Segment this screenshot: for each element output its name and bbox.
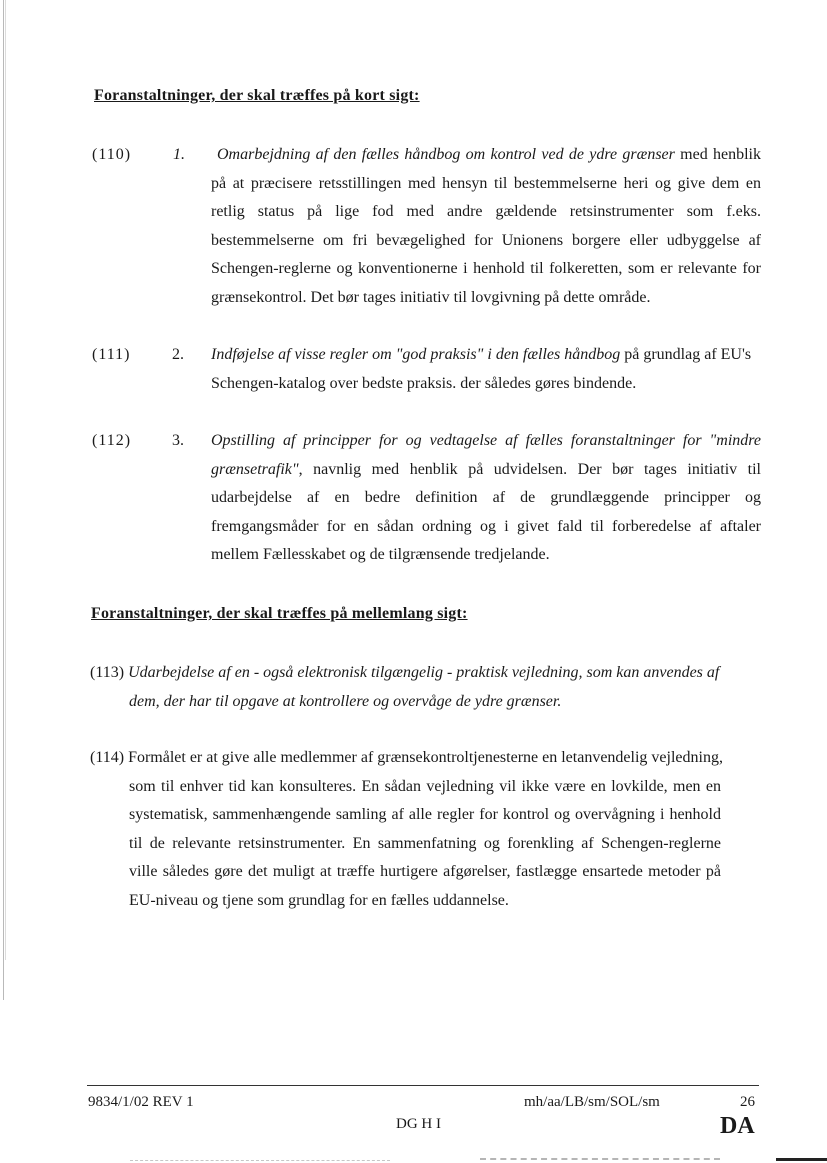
item-index: 2. bbox=[172, 346, 184, 363]
item-index: 3. bbox=[172, 432, 184, 449]
paragraph-line: Udarbejdelse af en - også elektronisk tilgængelig - praktisk vejledning, som kan anvendes af bbox=[128, 664, 720, 681]
paragraph-line: Formålet er at give alle medlemmer af grænsekontroltjenesterne en letanvendelig vejledning, bbox=[128, 749, 723, 766]
paragraph-number: (110) bbox=[92, 146, 132, 163]
medium-term-heading: Foranstaltninger, der skal træffes på mellemlang sigt: bbox=[91, 605, 468, 622]
item-body: på grundlag af EU's Schengen-katalog over bedste praksis. der således gøres bindende. bbox=[211, 346, 752, 392]
scan-edge-line bbox=[5, 0, 6, 960]
item-text-112 bbox=[211, 427, 761, 570]
footer-rule bbox=[87, 1085, 759, 1086]
item-body: med henblik på at præcisere retsstillingen med hensyn til bestemmelserne heri og give dem en retlig status på lige fod med andre gældende retsinstrumenter som f.eks. bestemmelserne om fri bevægelighed for Unionens borgere eller udbyggelse af Schengen-reglerne og konventionerne i henhold til folkeretten, som er relevante for grænsekontrol. Det bør tages initiativ til lovgivning på dette område. bbox=[211, 146, 761, 306]
scan-artifact bbox=[776, 1158, 827, 1161]
item-title: Opstilling af principper for og vedtagelse af fælles foranstaltninger for "mindre grænsetrafik" bbox=[211, 432, 761, 478]
scan-artifact bbox=[130, 1160, 390, 1161]
page-number: 26 bbox=[740, 1094, 755, 1110]
paragraph-113 bbox=[90, 659, 770, 716]
paragraph-number: (111) bbox=[92, 346, 131, 363]
paragraph-number: (112) bbox=[92, 432, 132, 449]
author-initials: mh/aa/LB/sm/SOL/sm bbox=[524, 1094, 660, 1110]
item-body: , navnlig med henblik på udvidelsen. Der bør tages initiativ til udarbejdelse af en bedre definition af de grundlæggende principper og fremgangsmåder for en sådan ordning og i givet fald til forberedelse af aftaler mellem Fællesskabet og de tilgrænsende tredjelande. bbox=[211, 460, 761, 564]
paragraph-number: (113) bbox=[90, 664, 125, 681]
short-term-heading: Foranstaltninger, der skal træffes på kort sigt: bbox=[94, 87, 420, 104]
language-code: DA bbox=[720, 1113, 755, 1139]
paragraph-body: som til enhver tid kan konsulteres. En sådan vejledning vil ikke være en lovkilde, men en systematisk, sammenhængende samling af alle regler for kontrol og overvågning i henhold til de relevante retsinstrumenter. En sammenfatning og forenkling af Schengen-reglerne ville således gøre det muligt at træffe hurtigere afgørelser, fastlægge ensartede metoder på EU-niveau og tjene som grundlag for en fælles uddannelse. bbox=[129, 777, 721, 909]
scan-artifact bbox=[480, 1158, 720, 1160]
item-text-110 bbox=[211, 141, 761, 313]
paragraph-line: dem, der har til opgave at kontrollere og overvåge de ydre grænser. bbox=[129, 692, 562, 710]
item-text-111 bbox=[211, 341, 761, 398]
directorate-general: DG H I bbox=[396, 1116, 441, 1132]
item-title: Omarbejdning af den fælles håndbog om kontrol ved de ydre grænser bbox=[217, 146, 675, 163]
paragraph-114 bbox=[90, 744, 770, 916]
document-reference: 9834/1/02 REV 1 bbox=[88, 1094, 194, 1110]
item-title: Indføjelse af visse regler om "god praksis" i den fælles håndbog bbox=[211, 346, 621, 363]
scan-edge-line bbox=[3, 0, 4, 1000]
paragraph-number: (114) bbox=[90, 749, 125, 766]
item-index: 1. bbox=[173, 146, 185, 163]
